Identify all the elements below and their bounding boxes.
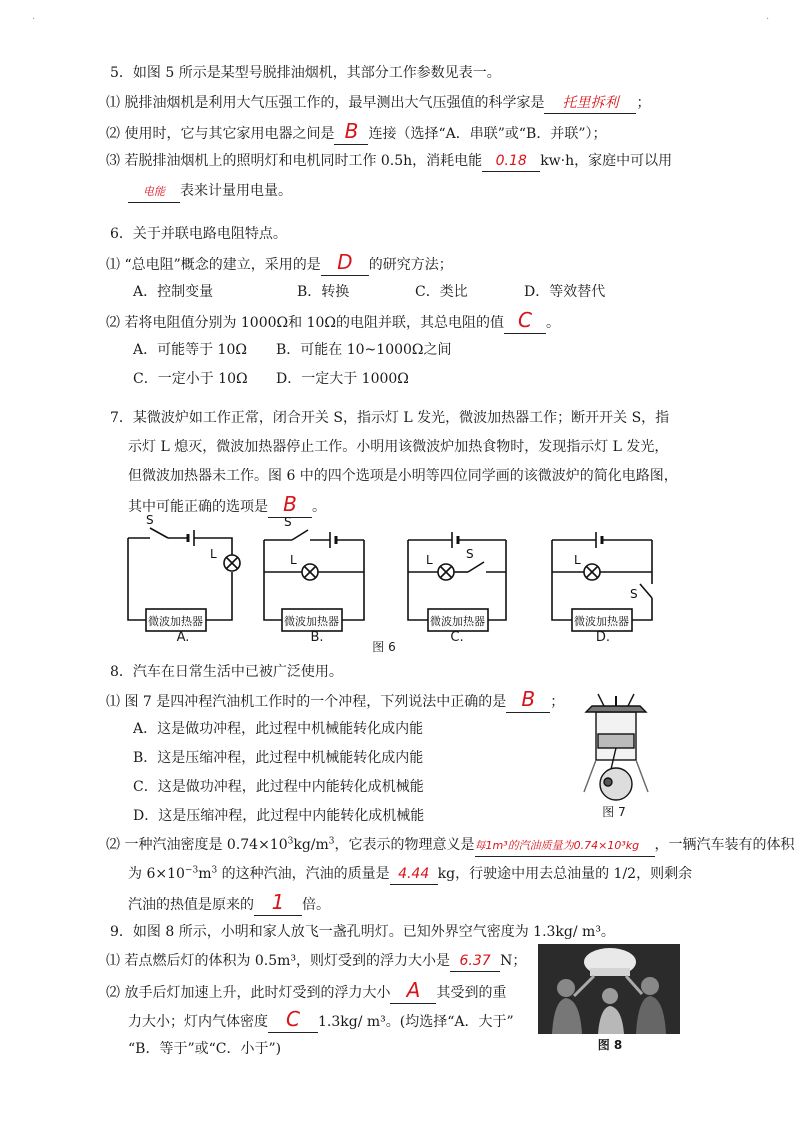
q6-part1-option-d: D．等效替代 bbox=[524, 284, 606, 300]
q8-part1-blank[interactable]: B bbox=[506, 690, 550, 713]
lamp-label: L bbox=[574, 553, 581, 567]
switch-icon bbox=[150, 528, 168, 538]
q5-stem: 5．如图 5 所示是某型号脱排油烟机，其部分工作参数见表一。 bbox=[110, 65, 501, 81]
heater-label: 微波加热器 bbox=[284, 615, 339, 628]
option-label-b: B. bbox=[310, 630, 324, 645]
q7-line2: 示灯 L 熄灭，微波加热器停止工作。小明用该微波炉加热食物时，发现指示灯 L 发光， bbox=[128, 439, 669, 455]
q9-part2-line3: “B．等于”或“C．小于”) bbox=[128, 1041, 282, 1057]
heater-label: 微波加热器 bbox=[574, 615, 629, 628]
q9-part1: ⑴ 若点燃后灯的体积为 0.5m³，则灯受到的浮力大小是 6.37 N； bbox=[106, 951, 526, 972]
switch-label: S bbox=[466, 547, 474, 561]
q6-part1-option-b: B．转换 bbox=[297, 284, 350, 300]
option-label-d: D. bbox=[595, 630, 611, 645]
option-label-a: A. bbox=[176, 630, 190, 645]
q6-part1-option-a: A．控制变量 bbox=[133, 284, 214, 300]
q9-part2: ⑵ 放手后灯加速上升，此时灯受到的浮力大小 A 其受到的重 bbox=[106, 978, 507, 1002]
piston-icon bbox=[598, 734, 634, 748]
q8-mass-blank[interactable]: 4.44 bbox=[390, 864, 438, 885]
sky-lantern-photo-art bbox=[538, 944, 680, 1034]
q8-part2-line3: 汽油的热值是原来的 1 倍。 bbox=[128, 890, 330, 914]
q6-part2-blank[interactable]: C bbox=[504, 311, 546, 334]
q6-part1: ⑴ “总电阻”概念的建立，采用的是 D 的研究方法； bbox=[106, 250, 453, 274]
q6-part2: ⑵ 若将电阻值分别为 1000Ω和 10Ω的电阻并联，其总电阻的值 C 。 bbox=[106, 308, 561, 332]
q8-part2: ⑵ 一种汽油密度是 $0.74\times 10^3kg/m^3$，它表示的物理意义是每1m³的汽油质量为0.74×10³kg ，一辆汽车装有的体积 bbox=[106, 835, 795, 857]
q5-part2-blank[interactable]: B bbox=[334, 122, 368, 145]
q8-part2-line2: 为 $6\times 10^{-3}m^3$ 的这种汽油，汽油的质量是 4.44 kg，行驶途中用去总油量的 1/2，则剩余 bbox=[128, 864, 692, 885]
figure-7-caption: 图 7 bbox=[602, 805, 626, 819]
q6-part2-option-d: D．一定大于 1000Ω bbox=[276, 371, 409, 387]
q5-part3-blank2[interactable]: 电能 bbox=[128, 181, 180, 203]
q5-part3-blank1[interactable]: 0.18 bbox=[482, 151, 540, 172]
option-label-c: C. bbox=[450, 630, 464, 645]
q6-part2-option-c: C．一定小于 10Ω bbox=[133, 371, 248, 387]
switch-label: S bbox=[630, 587, 638, 601]
scan-corner-mark: · bbox=[766, 14, 770, 25]
q6-part1-option-c: C．类比 bbox=[415, 284, 468, 300]
switch-label: S bbox=[284, 515, 292, 529]
q5-part1-blank[interactable]: 托里拆利 bbox=[544, 93, 636, 114]
q8-part2-blank[interactable]: 每1m³的汽油质量为0.74×10³kg bbox=[475, 835, 655, 857]
q7-line1: 7．某微波炉如工作正常，闭合开关 S，指示灯 L 发光，微波加热器工作；断开开关 S，指 bbox=[110, 410, 670, 426]
q9-part2-line2: 力大小；灯内气体密度 C 1.3kg/ m³。(均选择“A．大于” bbox=[128, 1007, 514, 1031]
heater-label: 微波加热器 bbox=[148, 615, 203, 628]
switch-icon bbox=[468, 562, 484, 572]
q8-heat-value-blank[interactable]: 1 bbox=[254, 893, 302, 916]
q8-part1: ⑴ 图 7 是四冲程汽油机工作时的一个冲程，下列说法中正确的是 B ； bbox=[106, 687, 565, 711]
engine-cylinder-figure bbox=[574, 692, 658, 802]
lamp-label: L bbox=[210, 547, 217, 561]
q8-option-b: B．这是压缩冲程，此过程中机械能转化成内能 bbox=[133, 750, 424, 766]
switch-icon bbox=[292, 530, 308, 540]
q6-stem: 6．关于并联电路电阻特点。 bbox=[110, 226, 287, 242]
q5-part3-cont: 电能 表来计量用电量。 bbox=[128, 181, 292, 203]
lamp-label: L bbox=[290, 553, 297, 567]
q5-part1: ⑴ 脱排油烟机是利用大气压强工作的，最早测出大气压强值的科学家是 托里拆利 ； bbox=[106, 93, 650, 114]
q9-stem: 9．如图 8 所示，小明和家人放飞一盏孔明灯。已知外界空气密度为 1.3kg/ m³。 bbox=[110, 924, 615, 940]
q5-part3: ⑶ 若脱排油烟机上的照明灯和电机同时工作 0.5h，消耗电能 0.18 kw·h，家庭中可以用 bbox=[106, 151, 672, 172]
q7-blank[interactable]: B bbox=[268, 495, 312, 518]
q7-line4: 其中可能正确的选项是 B 。 bbox=[128, 492, 326, 516]
q9-part2-blank2[interactable]: C bbox=[268, 1010, 318, 1033]
q7-line3: 但微波加热器未工作。图 6 中的四个选项是小明等四位同学画的该微波炉的简化电路图， bbox=[128, 468, 678, 484]
figure-6-circuits bbox=[0, 512, 800, 652]
q9-part1-blank[interactable]: 6.37 bbox=[450, 951, 500, 972]
heater-label: 微波加热器 bbox=[430, 615, 485, 628]
q6-part1-blank[interactable]: D bbox=[321, 253, 369, 276]
q6-part2-option-a: A．可能等于 10Ω bbox=[133, 342, 247, 358]
q9-part2-blank1[interactable]: A bbox=[390, 981, 436, 1004]
q8-option-c: C．这是做功冲程，此过程中内能转化成机械能 bbox=[133, 779, 424, 795]
switch-label: S bbox=[146, 513, 154, 527]
q5-part2: ⑵ 使用时，它与其它家用电器之间是 B 连接（选择“A．串联”或“B．并联”）； bbox=[106, 119, 607, 143]
q6-part2-option-b: B．可能在 10~1000Ω之间 bbox=[276, 342, 452, 358]
q8-option-a: A．这是做功冲程，此过程中机械能转化成内能 bbox=[133, 721, 424, 737]
lamp-label: L bbox=[426, 553, 433, 567]
q8-stem: 8．汽车在日常生活中已被广泛使用。 bbox=[110, 664, 343, 680]
q8-option-d: D．这是压缩冲程，此过程中内能转化成机械能 bbox=[133, 808, 425, 824]
figure-6-caption: 图 6 bbox=[372, 640, 396, 654]
switch-icon bbox=[640, 584, 652, 598]
sky-lantern-photo bbox=[538, 944, 680, 1034]
scan-corner-mark: · bbox=[32, 14, 36, 25]
figure-8-caption: 图 8 bbox=[597, 1038, 623, 1052]
